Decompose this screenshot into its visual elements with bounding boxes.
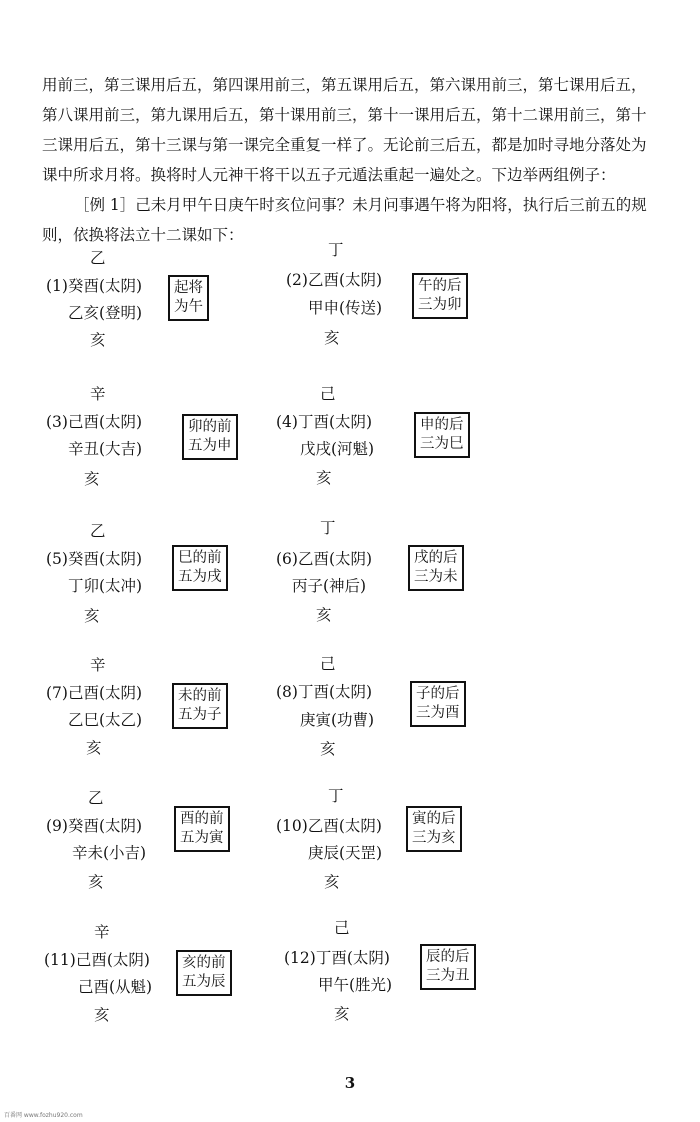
lesson-note-box (414, 412, 470, 458)
lesson-heaven-stem: 辛 (90, 656, 106, 674)
lesson-ground-branch: 亥 (84, 607, 100, 625)
page-number: 3 (344, 1074, 356, 1092)
lesson-lower-row: 乙亥(登明) (68, 304, 143, 322)
lesson-note-box (176, 950, 232, 996)
lesson-upper-row: (8)丁酉(太阴) (276, 683, 373, 701)
lesson-note-box (406, 806, 462, 852)
lesson-upper-row: (9)癸酉(太阴) (46, 817, 143, 835)
lesson-lower-row: 甲申(传送) (308, 299, 383, 317)
text-line: 则，依换将法立十二课如下： (42, 226, 244, 244)
lesson-ground-branch: 亥 (88, 873, 104, 891)
lesson-ground-branch: 亥 (94, 1006, 110, 1024)
note-line: 子的后 (416, 686, 460, 702)
lesson-upper-row: (6)乙酉(太阴) (276, 550, 373, 568)
note-line: 戌的后 (414, 550, 458, 566)
note-line: 五为申 (188, 438, 232, 454)
note-line: 午的后 (418, 278, 462, 294)
lesson-upper-row: (5)癸酉(太阴) (46, 550, 143, 568)
intro-paragraph (42, 70, 672, 190)
lesson-heaven-stem: 辛 (94, 923, 110, 941)
lesson-heaven-stem: 乙 (90, 249, 106, 267)
lesson-note-box (412, 273, 468, 319)
note-line: 三为亥 (412, 830, 456, 846)
lesson-ground-branch: 亥 (320, 740, 336, 758)
lesson-lower-row: 丙子(神后) (292, 577, 367, 595)
lesson-heaven-stem: 己 (320, 385, 336, 403)
lesson-upper-row: (1)癸酉(太阴) (46, 277, 143, 295)
lesson-note-box (172, 545, 228, 591)
lesson-ground-branch: 亥 (86, 739, 102, 757)
lesson-ground-branch: 亥 (316, 469, 332, 487)
footer-watermark: 百番网 www.fozhu920.com (4, 1112, 83, 1119)
lesson-note-box (420, 944, 476, 990)
lesson-lower-row: 辛未(小吉) (72, 844, 147, 862)
note-line: 三为丑 (426, 968, 470, 984)
note-line: 三为卯 (418, 297, 462, 313)
lesson-lower-row: 戊戌(河魁) (300, 440, 375, 458)
lesson-ground-branch: 亥 (84, 470, 100, 488)
note-line: 三为未 (414, 569, 458, 585)
lesson-upper-row: (4)丁酉(太阴) (276, 413, 373, 431)
lesson-note-box (172, 683, 228, 729)
lesson-heaven-stem: 己 (320, 655, 336, 673)
note-line: 五为辰 (182, 974, 226, 990)
lesson-note-box (174, 806, 230, 852)
lesson-heaven-stem: 乙 (90, 522, 106, 540)
text-line: 三课用后五，第十三课与第一课完全重复一样了。无论前三后五，都是加时寻地分落处为 (42, 136, 647, 154)
lesson-lower-row: 庚辰(天罡) (308, 844, 383, 862)
example-paragraph (42, 190, 672, 250)
lesson-lower-row: 庚寅(功曹) (300, 711, 375, 729)
lesson-heaven-stem: 乙 (88, 789, 104, 807)
lesson-ground-branch: 亥 (90, 331, 106, 349)
text-line: 用前三，第三课用后五，第四课用前三，第五课用后五，第六课用前三，第七课用后五， (42, 76, 647, 94)
note-line: 未的前 (178, 688, 222, 704)
lesson-lower-row: 丁卯(太冲) (68, 577, 143, 595)
lesson-lower-row: 甲午(胜光) (318, 976, 393, 994)
lesson-note-box (410, 681, 466, 727)
note-line: 巳的前 (178, 550, 222, 566)
lesson-upper-row: (3)己酉(太阴) (46, 413, 143, 431)
note-line: 酉的前 (180, 811, 224, 827)
lesson-note-box (168, 275, 209, 321)
text-line: 课中所求月将。换将时人元神干将干以五子元遁法重起一遍处之。下边举两组例子： (42, 166, 616, 184)
lesson-heaven-stem: 丁 (328, 241, 344, 259)
note-line: 为午 (174, 299, 203, 315)
lesson-upper-row: (10)乙酉(太阴) (276, 817, 382, 835)
lesson-ground-branch: 亥 (316, 606, 332, 624)
lesson-heaven-stem: 丁 (320, 519, 336, 537)
note-line: 起将 (174, 280, 203, 296)
lesson-upper-row: (7)己酉(太阴) (46, 684, 143, 702)
lesson-lower-row: 乙巳(太乙) (68, 711, 143, 729)
lesson-heaven-stem: 丁 (328, 787, 344, 805)
note-line: 寅的后 (412, 811, 456, 827)
text-line: 第八课用前三，第九课用后五，第十课用前三，第十一课用后五，第十二课用前三，第十 (42, 106, 647, 124)
note-line: 卯的前 (188, 419, 232, 435)
lesson-heaven-stem: 辛 (90, 385, 106, 403)
lesson-lower-row: 辛丑(大吉) (68, 440, 143, 458)
lesson-ground-branch: 亥 (324, 329, 340, 347)
note-line: 五为寅 (180, 830, 224, 846)
lesson-upper-row: (12)丁酉(太阴) (284, 949, 390, 967)
note-line: 五为子 (178, 707, 222, 723)
lesson-lower-row: 己酉(从魁) (78, 978, 153, 996)
lesson-heaven-stem: 己 (334, 919, 350, 937)
lesson-upper-row: (11)己酉(太阴) (44, 951, 150, 969)
note-line: 三为巳 (420, 436, 464, 452)
lesson-ground-branch: 亥 (324, 873, 340, 891)
lesson-upper-row: (2)乙酉(太阴) (286, 271, 383, 289)
lesson-note-box (182, 414, 238, 460)
note-line: 辰的后 (426, 949, 470, 965)
note-line: 五为戌 (178, 569, 222, 585)
note-line: 三为酉 (416, 705, 460, 721)
note-line: 亥的前 (182, 955, 226, 971)
lesson-note-box (408, 545, 464, 591)
text-line: ［例 1］己未月甲午日庚午时亥位问事？未月问事遇午将为阳将，执行后三前五的规 (74, 196, 647, 214)
lesson-ground-branch: 亥 (334, 1005, 350, 1023)
note-line: 申的后 (420, 417, 464, 433)
